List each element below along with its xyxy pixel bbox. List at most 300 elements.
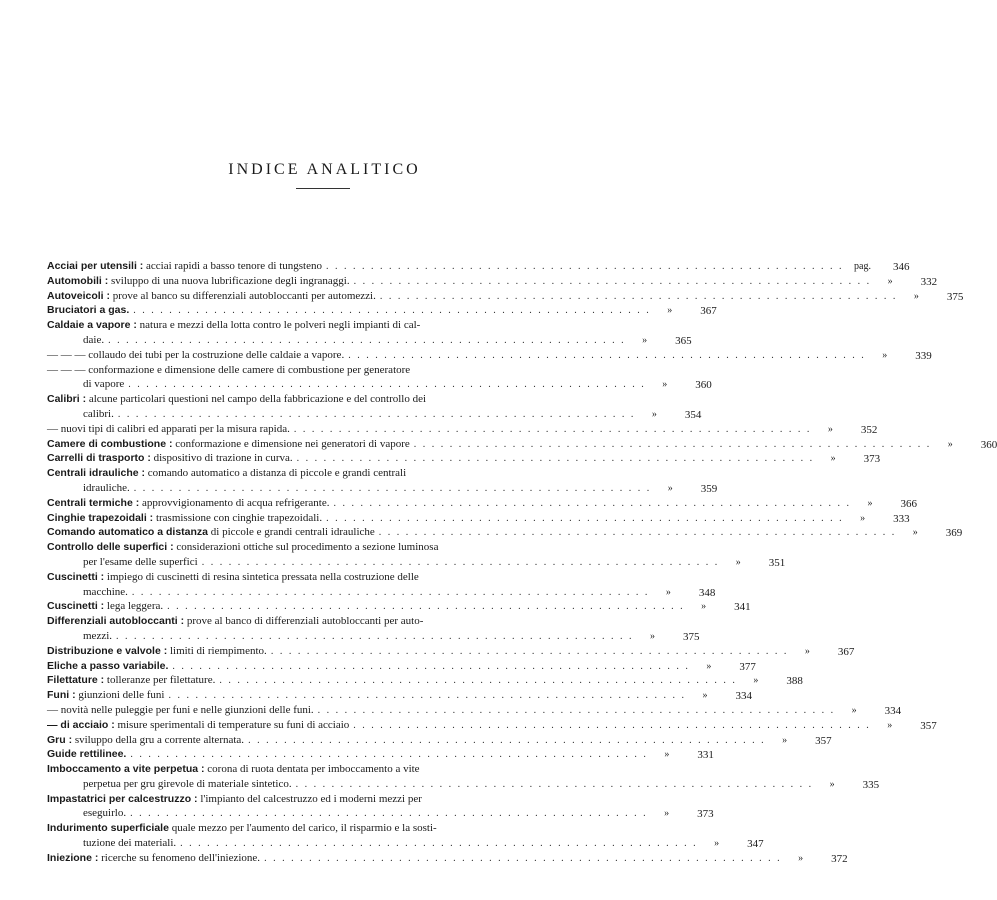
index-line [47, 836, 764, 851]
index-line [47, 733, 832, 748]
entry-text [83, 377, 124, 392]
leader-dots [322, 512, 848, 527]
page-number: 375 [946, 290, 964, 303]
page-reference [818, 452, 880, 467]
entry-description: idrauliche. [83, 481, 130, 494]
page-reference [792, 645, 854, 660]
entry-description: prove al banco di differenziali autobloccanti per auto- [184, 615, 424, 628]
entry-text [47, 466, 406, 481]
page-reference [690, 689, 752, 704]
leader-dots [350, 275, 876, 290]
entry-text [47, 718, 349, 733]
entry-description: alcune particolari questioni nel campo della fabbricazione e del controllo dei [86, 393, 427, 406]
entry-keyword: Controllo delle superfici : [47, 541, 174, 554]
index-line [47, 555, 786, 570]
page-reference [855, 497, 917, 512]
entry-keyword: Eliche a passo variabile. [47, 659, 169, 672]
entry-text [47, 437, 410, 452]
page-number: 347 [747, 838, 764, 851]
page-prefix: » [798, 852, 804, 864]
entry-description: lega leggera. [104, 600, 164, 613]
entry-text [83, 585, 128, 600]
index-entry [47, 762, 880, 792]
leader-dots [267, 645, 793, 660]
page-number: 367 [837, 645, 855, 658]
index-line [47, 318, 600, 333]
entry-text [47, 851, 260, 866]
page-number: 375 [683, 630, 700, 643]
index-line [47, 851, 848, 866]
page-number: 377 [739, 660, 756, 673]
entry-description: quale mezzo per l'aumento del carico, il risparmio e la sosti- [168, 822, 437, 835]
page-number: 360 [695, 379, 712, 392]
page-prefix: » [706, 660, 712, 672]
page-reference [900, 526, 962, 541]
index-line [47, 570, 600, 585]
index-line [47, 806, 714, 821]
entry-description: trasmissione con cinghie trapezoidali. [153, 511, 323, 524]
entry-description: — — — collaudo dei tubi per la costruzione delle caldaie a vapore. [47, 348, 345, 361]
page-reference [847, 260, 909, 275]
page-reference [639, 408, 701, 423]
entry-text [47, 747, 126, 762]
index-line [47, 377, 712, 392]
page-reference [723, 556, 785, 571]
index-entry [47, 363, 712, 393]
entry-keyword: Gru : [47, 733, 73, 746]
entry-description: mezzi. [83, 629, 113, 642]
page-reference [935, 438, 997, 453]
page-number: 360 [980, 438, 997, 451]
page-prefix: » [851, 704, 857, 716]
entry-description: — nuovi tipi di calibri ed apparati per la misura rapida. [47, 422, 290, 435]
leader-dots [410, 438, 936, 453]
page-reference [770, 734, 832, 749]
index-entry [47, 348, 932, 363]
page-number: 357 [815, 734, 832, 747]
index-entry [47, 821, 764, 851]
entry-description: approvvigionamento di acqua refrigerante. [139, 496, 330, 509]
index-entry [47, 540, 786, 570]
page-number: 354 [684, 408, 702, 421]
index-line [47, 451, 881, 466]
index-entry [47, 718, 937, 733]
page-reference [630, 334, 692, 349]
page-title: INDICE ANALITICO [228, 161, 421, 178]
leader-dots [330, 497, 856, 512]
page-reference [638, 630, 700, 645]
page-reference [655, 482, 717, 497]
index-line [47, 511, 910, 526]
leader-dots [244, 734, 770, 749]
leader-dots [163, 600, 689, 615]
index-entry [47, 496, 917, 511]
entry-keyword: Impastatrici per calcestruzzo : [47, 792, 198, 805]
entry-keyword: Bruciatori a gas. [47, 304, 130, 317]
entry-description: corona di ruota dentata per imboccamento a vite [204, 763, 420, 776]
entry-keyword: Comando automatico a distanza [47, 526, 209, 539]
page-prefix: » [887, 275, 893, 287]
entry-keyword: Centrali idrauliche : [47, 467, 146, 480]
page-prefix: » [664, 749, 670, 761]
page-number: 351 [768, 556, 786, 569]
entry-description: prove al banco su differenziali autobloccanti per automezzi. [110, 289, 376, 302]
page-reference [839, 704, 901, 719]
page-prefix: » [650, 630, 656, 642]
leader-dots [126, 807, 652, 822]
entry-keyword: Centrali termiche : [47, 496, 140, 509]
index-line [47, 718, 937, 733]
entry-description: — — — conformazione e dimensione delle camere di combustione per generatore [47, 363, 411, 376]
entry-text [47, 673, 215, 688]
entry-keyword: Imboccamento a vite perpetua : [47, 763, 205, 776]
index-line [47, 348, 932, 363]
page-prefix: » [714, 838, 720, 850]
entry-keyword: Iniezione : [47, 851, 99, 864]
entry-text [47, 792, 422, 807]
index-line [47, 644, 855, 659]
entry-text [47, 659, 168, 674]
entry-description: macchine. [83, 585, 128, 598]
index-entry [47, 392, 702, 422]
entry-description: giunzioni delle funi [75, 689, 165, 702]
index-line [47, 747, 714, 762]
page-prefix: » [667, 482, 673, 494]
page-prefix: » [947, 438, 953, 450]
index-line [47, 599, 751, 614]
entry-text [47, 274, 350, 289]
entry-description: tuzione dei materiali. [83, 837, 177, 850]
entry-description: comando automatico a distanza di piccole e grandi centrali [145, 467, 407, 480]
index-line [47, 688, 752, 703]
entry-keyword: Guide rettilinee. [47, 748, 127, 761]
leader-dots [290, 423, 816, 438]
index-entry [47, 303, 717, 318]
index-entry [47, 733, 832, 748]
index-entry [47, 851, 848, 866]
index-entry [47, 614, 700, 644]
leader-dots [124, 378, 650, 393]
index-line [47, 259, 910, 274]
leader-dots [376, 290, 902, 305]
page-prefix: » [913, 290, 919, 302]
entry-description: limiti di riempimento. [167, 644, 267, 657]
entry-text [47, 614, 423, 629]
page-prefix: » [829, 778, 835, 790]
index-entry [47, 570, 716, 600]
index-line [47, 821, 600, 836]
index-line [47, 792, 600, 807]
page-reference [875, 719, 937, 734]
entry-keyword: Acciai per utensili : [47, 260, 144, 272]
entry-description: ricerche su fenomeno dell'iniezione. [98, 851, 261, 864]
index-line [47, 585, 716, 600]
page-prefix: » [912, 527, 918, 539]
index-entries [47, 259, 997, 866]
index-line [47, 407, 702, 422]
entry-description: l'impianto del calcestruzzo ed i moderni mezzi per [197, 792, 422, 805]
index-entry [47, 511, 910, 526]
page-number: 365 [675, 334, 692, 347]
index-entry [47, 259, 910, 274]
entry-description: misure sperimentali di temperature su funi di acciaio [114, 718, 350, 731]
page-prefix: pag. [854, 261, 871, 272]
entry-description: dispositivo di trazione in curva. [150, 452, 293, 465]
page-number: 334 [884, 704, 902, 717]
entry-text [47, 289, 376, 304]
index-entry [47, 599, 751, 614]
index-entry [47, 688, 752, 703]
page-number: 367 [700, 305, 717, 318]
index-line [47, 762, 600, 777]
page-number: 339 [915, 349, 932, 362]
page-prefix: » [702, 690, 708, 702]
index-line [47, 777, 880, 792]
page-prefix: » [887, 719, 893, 731]
entry-text [47, 348, 344, 363]
entry-description: sviluppo di una nuova lubrificazione degli ingranaggi. [108, 274, 350, 287]
page-reference [689, 600, 751, 615]
page-prefix: » [830, 453, 836, 465]
entry-text [47, 259, 322, 274]
page-number: 333 [893, 512, 910, 525]
page-reference [694, 660, 756, 675]
page-prefix: » [860, 512, 866, 524]
entry-keyword: Distribuzione e valvole : [47, 644, 168, 657]
entry-description: considerazioni ottiche sul procedimento a sezione luminosa [173, 541, 439, 554]
page-number: 332 [920, 275, 938, 288]
entry-description: natura e mezzi della lotta contro le polveri negli impianti di cal- [136, 319, 421, 332]
index-entry [47, 659, 756, 674]
page-reference [653, 586, 715, 601]
entry-keyword: Differenziali autobloccanti : [47, 615, 185, 628]
page-prefix: » [651, 408, 657, 420]
index-entry [47, 466, 718, 496]
entry-keyword: Camere di combustione : [47, 437, 173, 450]
index-entry [47, 673, 803, 688]
leader-dots [375, 526, 901, 541]
entry-text [83, 407, 114, 422]
index-entry [47, 274, 938, 289]
index-line [47, 659, 756, 674]
leader-dots [164, 689, 690, 704]
page-reference [815, 423, 877, 438]
index-line [47, 363, 600, 378]
entry-keyword: — di acciaio : [47, 718, 115, 731]
entry-text [47, 496, 330, 511]
leader-dots [176, 837, 702, 852]
entry-description: acciai rapidi a basso tenore di tungsteno [143, 260, 322, 272]
page-number: 341 [734, 601, 751, 614]
page-prefix: » [735, 556, 741, 568]
index-line [47, 303, 717, 318]
index-line [47, 525, 963, 540]
index-entry [47, 525, 963, 540]
page-prefix: » [882, 349, 888, 361]
page-number: 366 [900, 497, 917, 510]
leader-dots [126, 748, 652, 763]
entry-keyword: Carrelli di trasporto : [47, 452, 151, 465]
index-line [47, 392, 600, 407]
index-entry [47, 792, 714, 822]
entry-description: di vapore [83, 378, 125, 391]
entry-text [47, 451, 293, 466]
page-number: 369 [945, 527, 963, 540]
leader-dots [322, 260, 848, 275]
leader-dots [293, 452, 819, 467]
entry-keyword: Caldaie a vapore : [47, 319, 137, 332]
entry-description: sviluppo della gru a corrente alternata. [72, 733, 245, 746]
entry-keyword: Calibri : [47, 393, 87, 406]
leader-dots [114, 408, 640, 423]
entry-description: conformazione e dimensione nei generatori di vapore [172, 437, 410, 450]
entry-text [83, 555, 198, 570]
leader-dots [198, 556, 724, 571]
page-reference [741, 674, 803, 689]
page-reference [702, 837, 764, 852]
index-line [47, 496, 917, 511]
page-number: 372 [831, 852, 848, 865]
entry-description: tolleranze per filettature. [104, 674, 216, 687]
entry-description: perpetua per gru girevole di materiale sintetico. [83, 777, 292, 790]
entry-description: daie. [83, 333, 105, 346]
page-number: 334 [735, 690, 752, 703]
index-line [47, 614, 600, 629]
leader-dots [168, 660, 694, 675]
leader-dots [130, 482, 656, 497]
entry-text [47, 688, 164, 703]
entry-text [83, 481, 130, 496]
entry-text [47, 703, 314, 718]
page-reference [655, 304, 717, 319]
entry-text [83, 629, 112, 644]
page-prefix: » [667, 305, 673, 317]
entry-text [47, 733, 244, 748]
page-number: 335 [862, 778, 880, 791]
index-entry [47, 422, 878, 437]
entry-text [47, 363, 410, 378]
leader-dots [344, 349, 870, 364]
entry-text [47, 525, 375, 540]
index-line [47, 673, 803, 688]
entry-text [83, 836, 176, 851]
entry-keyword: Cuscinetti : [47, 600, 105, 613]
page-number: 357 [920, 719, 937, 732]
index-entry [47, 289, 964, 304]
entry-text [47, 303, 129, 318]
index-entry [47, 437, 997, 452]
entry-text [47, 599, 163, 614]
entry-text [47, 422, 290, 437]
entry-keyword: Autoveicoli : [47, 289, 111, 302]
page-prefix: » [753, 675, 759, 687]
entry-text [83, 333, 104, 348]
leader-dots [349, 719, 875, 734]
page-prefix: » [665, 586, 671, 598]
index-line [47, 437, 997, 452]
index-entry [47, 703, 902, 718]
index-line [47, 274, 938, 289]
page-number: 331 [697, 749, 714, 762]
page-reference [870, 349, 932, 364]
leader-dots [314, 704, 840, 719]
entry-text [47, 540, 438, 555]
entry-keyword: Cinghie trapezoidali : [47, 511, 154, 524]
index-entry [47, 644, 855, 659]
index-line [47, 333, 692, 348]
page-reference [786, 852, 848, 867]
leader-dots [112, 630, 638, 645]
leader-dots [104, 334, 630, 349]
page-reference [875, 275, 937, 290]
index-line [47, 629, 700, 644]
entry-text [83, 806, 126, 821]
entry-text [47, 511, 322, 526]
page-number: 373 [697, 808, 714, 821]
entry-keyword: Cuscinetti : [47, 570, 105, 583]
entry-text [47, 392, 426, 407]
entry-keyword: Automobili : [47, 274, 109, 287]
index-line [47, 289, 964, 304]
page-number: 352 [860, 423, 878, 436]
entry-text [47, 570, 419, 585]
entry-description: impiego di cuscinetti di resina sintetica pressata nella costruzione delle [104, 570, 419, 583]
page-number: 359 [700, 482, 718, 495]
entry-text [47, 318, 420, 333]
page-reference [848, 512, 910, 527]
title-rule [296, 188, 350, 189]
index-line [47, 422, 878, 437]
index-line [47, 703, 902, 718]
entry-description: — novità nelle puleggie per funi e nelle giunzioni delle funi. [47, 703, 314, 716]
entry-description: per l'esame delle superfici [83, 555, 198, 568]
index-entry [47, 451, 881, 466]
page-reference [817, 778, 879, 793]
page-reference [652, 748, 714, 763]
entry-description: eseguirlo. [83, 807, 127, 820]
entry-text [83, 777, 292, 792]
page-prefix: » [664, 808, 670, 820]
index-line [47, 466, 600, 481]
page-number: 346 [892, 261, 910, 273]
index-line [47, 481, 718, 496]
page-number: 348 [698, 586, 716, 599]
page-prefix: » [701, 601, 707, 613]
leader-dots [129, 304, 655, 319]
page-reference [901, 290, 963, 305]
entry-description: di piccole e grandi centrali idrauliche [208, 526, 375, 539]
page-number: 373 [863, 453, 881, 466]
page-prefix: » [662, 379, 668, 391]
leader-dots [292, 778, 818, 793]
page-reference [652, 807, 714, 822]
page-prefix: » [867, 497, 873, 509]
entry-text [47, 644, 267, 659]
entry-text [47, 762, 420, 777]
page-prefix: » [827, 423, 833, 435]
leader-dots [128, 586, 654, 601]
page-number: 388 [786, 675, 803, 688]
entry-keyword: Indurimento superficiale [47, 822, 169, 835]
entry-text [47, 821, 437, 836]
page-reference [650, 378, 712, 393]
entry-keyword: Filettature : [47, 674, 105, 687]
leader-dots [260, 852, 786, 867]
index-entry [47, 747, 714, 762]
leader-dots [215, 674, 741, 689]
index-entry [47, 318, 692, 348]
page-prefix: » [642, 334, 648, 346]
